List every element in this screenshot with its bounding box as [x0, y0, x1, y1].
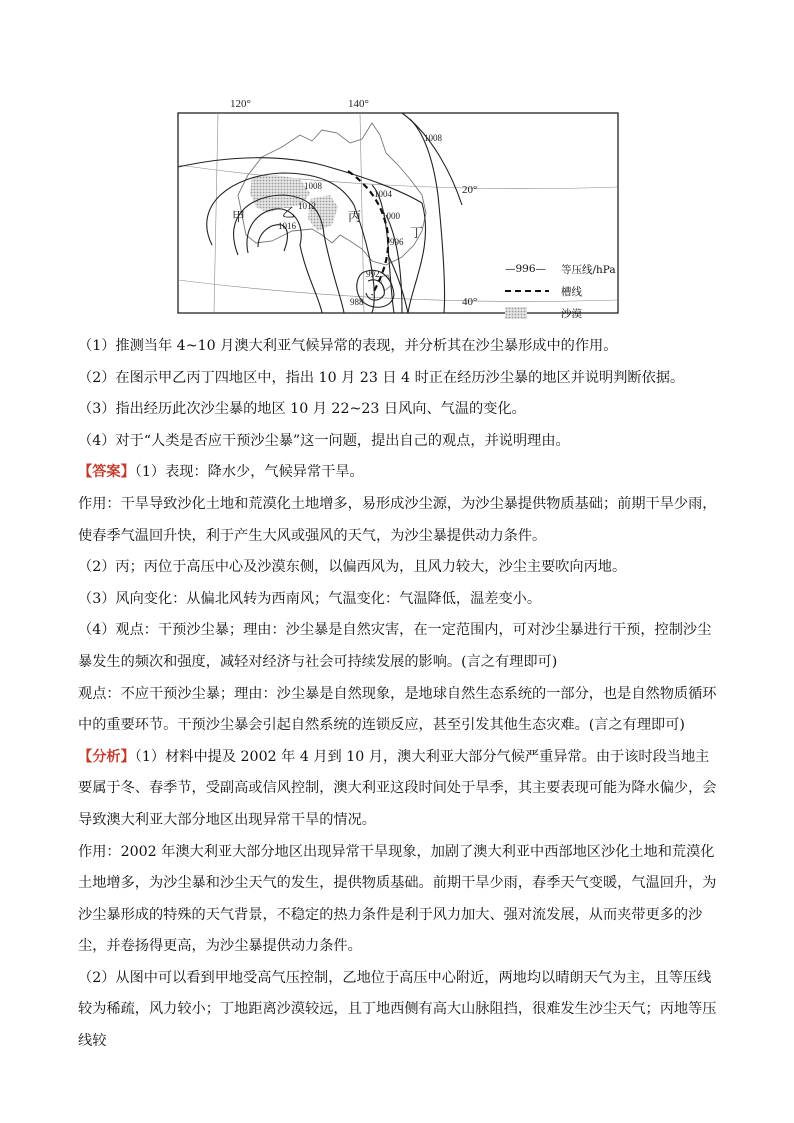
place-label-ding: 丁: [410, 225, 424, 240]
isobar-label: 1016: [278, 221, 296, 231]
answer-tag: 【答案】: [78, 464, 135, 481]
place-label-yi: 乙: [282, 205, 296, 220]
legend-item-trough: [505, 280, 645, 302]
answer-line-5: （4）观点：干预沙尘暴；理由：沙尘暴是自然灾害，在一定范围内，可对沙尘暴进行干预，控制沙尘暴发生的频次和强度，减轻对经济与社会可持续发展的影响。(言之有理即可): [78, 622, 712, 670]
place-label-bing: 丙: [348, 209, 362, 224]
question-3: （3）指出经历此次沙尘暴的地区 10 月 22~23 日风向、气温的变化。: [78, 401, 526, 418]
question-2: （2）在图示甲乙丙丁四地区中，指出 10 月 23 日 4 时正在经历沙尘暴的地区并说明判断依据。: [78, 369, 685, 386]
isobar-label: 992: [366, 269, 380, 279]
isobar-label: 1008: [424, 133, 442, 143]
answer-text: （1）表现：降水少，气候异常干旱。: [134, 464, 364, 481]
answer-line-1: [78, 457, 718, 489]
legend-item-desert: [505, 302, 645, 324]
question-4: （4）对于“人类是否应干预沙尘暴”这一问题，提出自己的观点，并说明理由。: [78, 432, 570, 449]
isobar-label: 988: [350, 297, 364, 307]
legend-isobar-label: 等压线/hPa: [561, 263, 616, 276]
analysis-text: （1）材料中提及 2002 年 4 月到 10 月，澳大利亚大部分气候严重异常。由于该时段当地主要属于冬、春季节，受副高或信风控制，澳大利亚这段时间处于旱季，其主要表现可能为降水偏少，会导致澳大利亚大部分地区出现异常干旱的情况。: [78, 748, 717, 828]
legend-isobar-symbol: —996—: [505, 263, 547, 275]
isobar-label: 1000: [382, 211, 400, 221]
answer-line-4: （3）风向变化：从偏北风转为西南风；气温变化：气温降低，温差变小。: [78, 590, 542, 607]
map-legend: [505, 258, 645, 324]
legend-trough-symbol: [505, 288, 553, 294]
analysis-line-2: 作用：2002 年澳大利亚大部分地区出现异常干旱现象，加剧了澳大利亚中西部地区沙化土地和荒漠化土地增多，为沙尘暴和沙尘天气的发生，提供物质基础。前期干旱少雨，春季天气变暖，气温回升，为沙尘暴形成的特殊的天气背景，不稳定的热力条件是利于风力加大、强对流发展，从而夹带更多的沙尘，并卷扬得更高，为沙尘暴提供动力条件。: [78, 843, 717, 955]
isobar-label: 1004: [374, 189, 392, 199]
meridian-120: [214, 113, 218, 313]
lat-label-20: 20°: [462, 184, 478, 196]
lon-label-140: 140°: [348, 98, 369, 110]
legend-trough-label: 槽线: [561, 285, 582, 298]
analysis-line-1: [78, 742, 718, 837]
legend-desert-label: 沙漠: [561, 307, 582, 320]
place-label-jia: 甲: [232, 209, 246, 224]
analysis-tag: 【分析】: [78, 748, 135, 765]
document-body: [78, 331, 718, 1058]
isobar-label: 996: [390, 237, 404, 247]
answer-line-2: 作用：干旱导致沙化土地和荒漠化土地增多，易形成沙尘源，为沙尘暴提供物质基础；前期干旱少雨，使春季气温回升快，利于产生大风或强风的天气，为沙尘暴提供动力条件。: [78, 495, 717, 544]
answer-line-3: （2）丙；丙位于高压中心及沙漠东侧，以偏西风为，且风力较大，沙尘主要吹向丙地。: [78, 559, 627, 576]
lat-label-40: 40°: [462, 296, 478, 308]
parallel-20: [178, 165, 618, 189]
legend-desert-symbol: [505, 307, 553, 319]
isobar-label: 1012: [298, 201, 316, 211]
legend-item-isobar: [505, 258, 645, 280]
analysis-line-3: （2）从图中可以看到甲地受高气压控制，乙地位于高压中心附近，两地均以晴朗天气为主，且等压线较为稀疏，风力较小；丁地距离沙漠较远，且丁地西侧有高大山脉阻挡，很难发生沙尘天气；丙地等压线较: [78, 969, 717, 1050]
lon-label-120: 120°: [230, 98, 251, 110]
isobar-label: 1008: [304, 181, 322, 191]
question-1: （1）推测当年 4~10 月澳大利亚气候异常的表现，并分析其在沙尘暴形成中的作用。: [78, 338, 618, 354]
answer-line-6: 观点：不应干预沙尘暴；理由：沙尘暴是自然现象，是地球自然生态系统的一部分，也是自然物质循环中的重要环节。干预沙尘暴会引起自然系统的连锁反应，甚至引发其他生态灾难。(言之有理即可): [78, 685, 717, 734]
